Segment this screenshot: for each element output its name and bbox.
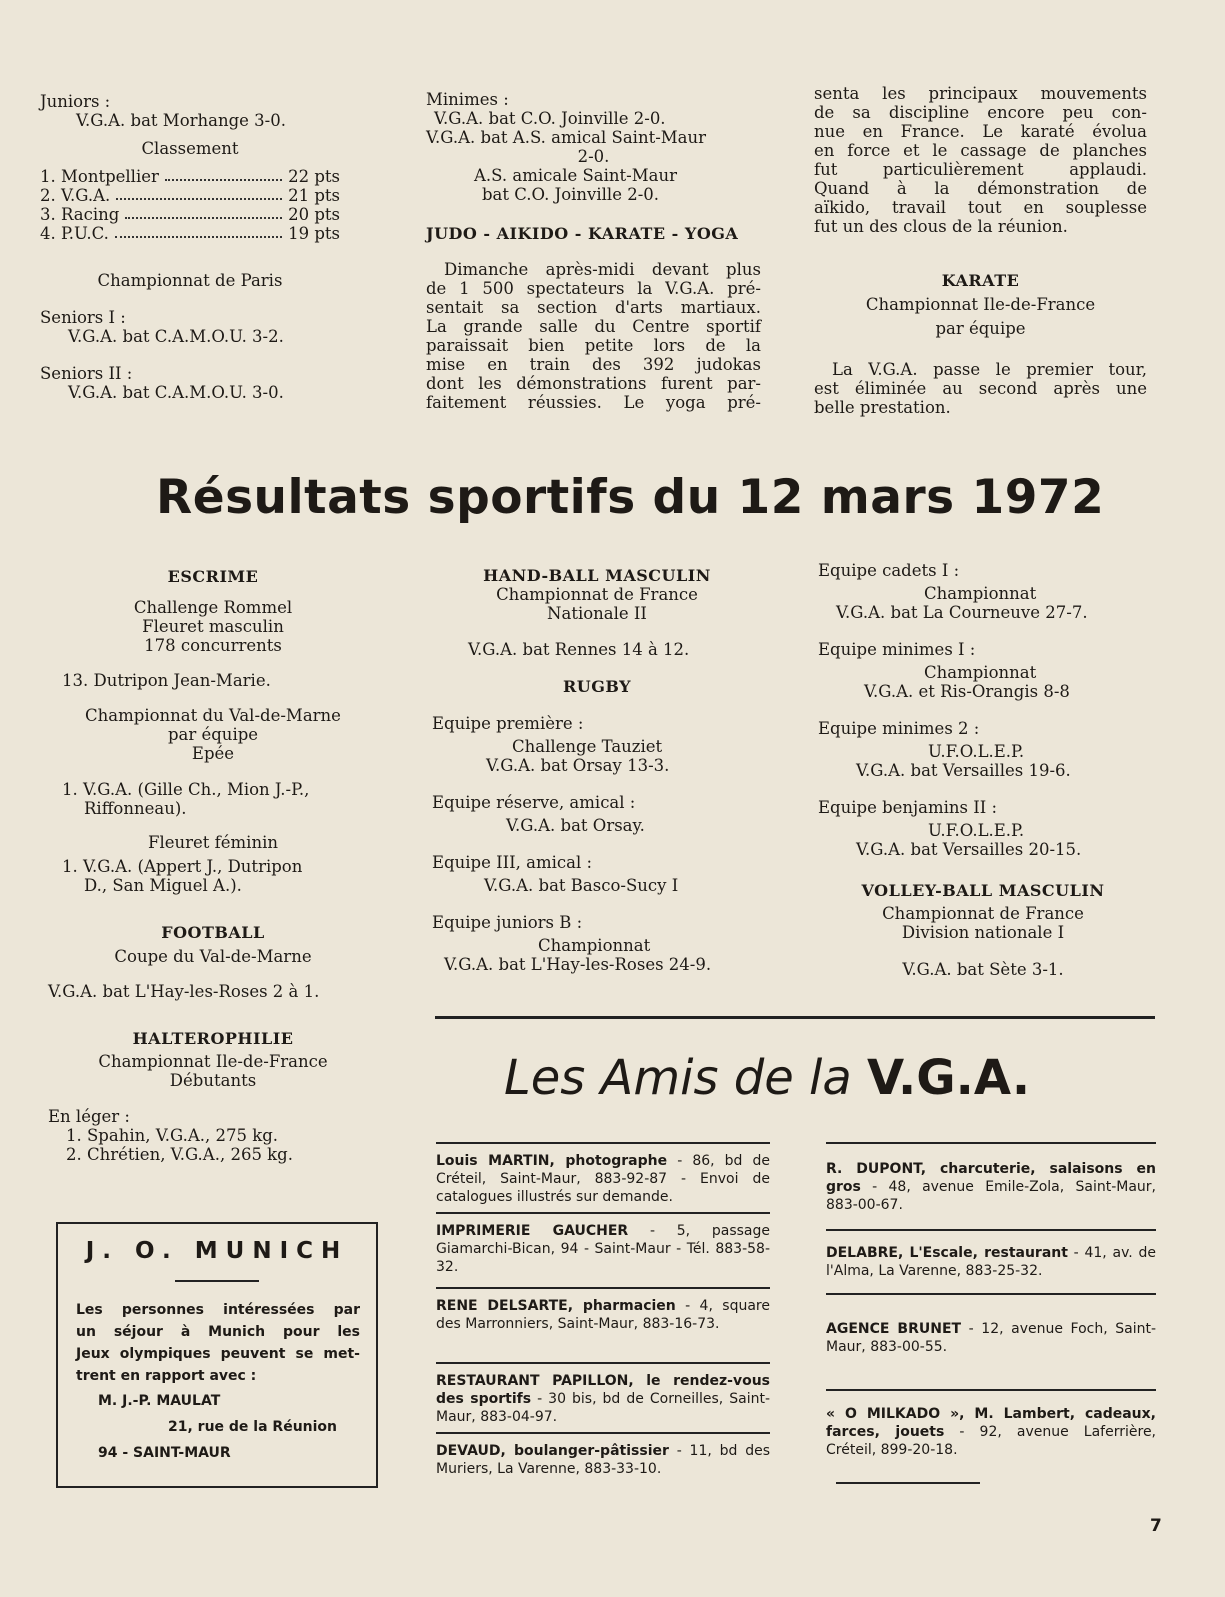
ff-result: 1. V.G.A. (Appert J., Dutripon (62, 857, 303, 876)
juniors-result: V.G.A. bat Morhange 3-0. (76, 111, 286, 130)
rugby-team-label: Equipe juniors B : (432, 913, 583, 932)
minimes-result: V.G.A. bat A.S. amical Saint-Maur (426, 128, 707, 147)
rugby-team-result: V.G.A. bat Basco-Sucy I (484, 876, 679, 895)
team-result: V.G.A. bat La Courneuve 27-7. (836, 603, 1088, 622)
classement-row: 2. V.G.A. 21 pts (40, 186, 340, 205)
main-title: Résultats sportifs du 12 mars 1972 (156, 470, 1105, 525)
munich-contact-city: 94 - SAINT-MAUR (98, 1445, 231, 1461)
halterophilie-sub: Championnat Ile-de-France (98, 1052, 328, 1071)
rugby-team-sub: Championnat (538, 936, 651, 955)
top-middle-column (426, 90, 761, 412)
top-left-column (40, 92, 340, 402)
amis-top-rule (435, 1016, 1155, 1019)
escrime-challenge: Fleuret masculin (142, 617, 284, 636)
volley-result: V.G.A. bat Sète 3-1. (902, 960, 1064, 979)
rugby-team-sub: Challenge Tauziet (512, 737, 663, 756)
ad-rule (436, 1287, 770, 1289)
fleuret-feminin: Fleuret féminin (148, 833, 278, 852)
judo-paragraph: Dimanche après-midi devant plus de 1 500 spectateurs la V.G.A. pré- sentait sa section d'arts martiaux. La grande salle du Centre sportif paraissait bien petite lors de la mise en train des 392 judokas dont les démonstrations furent par- faitement réussies. Le yoga pré- (426, 260, 761, 412)
karate-paragraph: La V.G.A. passe le premier tour, est éliminée au second après une belle prestation. (814, 360, 1147, 417)
juniors-label: Juniors : (40, 92, 111, 111)
judo-title: JUDO - AIKIDO - KARATE - YOGA (426, 224, 739, 243)
minimes-result: A.S. amicale Saint-Maur (474, 166, 677, 185)
ad-rule (826, 1389, 1156, 1391)
ad-rene-delsarte: RENE DELSARTE, pharmacien - 4, square des Marronniers, Saint-Maur, 883-16-73. (436, 1298, 770, 1332)
classement-table (40, 167, 340, 243)
ff-result: D., San Miguel A.). (84, 876, 242, 895)
team-label: Equipe benjamins II : (818, 798, 998, 817)
munich-divider (175, 1280, 259, 1282)
martial-arts-paragraph: senta les principaux mouvements de sa discipline encore peu con- nue en France. Le karaté évolua en force et le cassage de planches fut particulièrement applaudi. Quand à la démonstration de aïkido, travail tout en souplesse fut un des clous de la réunion. (814, 84, 1147, 236)
team-sub: U.F.O.L.E.P. (928, 742, 1025, 761)
ad-restaurant-papillon: RESTAURANT PAPILLON, le rendez-vous des sportifs - 30 bis, bd de Corneilles, Saint-Maur, 883-04-97. (436, 1373, 771, 1425)
ad-o-milkado: « O MILKADO », M. Lambert, cadeaux, farces, jouets - 92, avenue Laferrière, Créteil, 899-20-18. (826, 1406, 1157, 1458)
leger-result: 1. Spahin, V.G.A., 275 kg. (66, 1126, 279, 1145)
classement-row: 1. Montpellier 22 pts (40, 167, 340, 186)
paris-title: Championnat de Paris (97, 271, 283, 290)
escrime-title: ESCRIME (167, 567, 259, 586)
minimes-label: Minimes : (426, 90, 509, 109)
ad-rule (826, 1229, 1156, 1231)
ad-rule (436, 1212, 770, 1214)
rugby-team-label: Equipe première : (432, 714, 584, 733)
ad-rule (436, 1362, 770, 1364)
escrime-challenge: Challenge Rommel (133, 598, 293, 617)
valdemarne: par équipe (167, 725, 259, 744)
epee-result: Riffonneau). (84, 799, 187, 818)
ad-louis-martin: Louis MARTIN, photographe - 86, bd de Créteil, Saint-Maur, 883-92-87 - Envoi de catalogues illustrés sur demande. (436, 1153, 771, 1205)
halterophilie-title: HALTEROPHILIE (132, 1029, 294, 1048)
ad-rule (826, 1293, 1156, 1295)
valdemarne: Championnat du Val-de-Marne (85, 706, 341, 725)
rugby-team-result: V.G.A. bat Orsay 13-3. (486, 756, 670, 775)
epee-result: 1. V.G.A. (Gille Ch., Mion J.-P., (62, 780, 310, 799)
ad-delabre: DELABRE, L'Escale, restaurant - 41, av. de l'Alma, La Varenne, 883-25-32. (826, 1245, 1156, 1279)
rugby-team-label: Equipe III, amical : (432, 853, 593, 872)
bottom-middle-column (432, 566, 762, 974)
classement-title: Classement (141, 139, 239, 158)
football-sub: Coupe du Val-de-Marne (114, 947, 312, 966)
munich-contact-street: 21, rue de la Réunion (168, 1419, 338, 1435)
amis-title: Les Amis de la V.G.A. (504, 1050, 1031, 1106)
escrime-challenge: 178 concurrents (144, 636, 282, 655)
handball-sub: Championnat de France (496, 585, 698, 604)
page-number: 7 (1150, 1516, 1162, 1536)
halterophilie-sub: Débutants (169, 1071, 257, 1090)
ad-r-dupont: R. DUPONT, charcuterie, salaisons en gros - 48, avenue Emile-Zola, Saint-Maur, 883-00-67. (826, 1161, 1156, 1213)
volley-title: VOLLEY-BALL MASCULIN (861, 881, 1105, 900)
volley-sub: Division nationale I (901, 923, 1065, 942)
ad-rule (836, 1482, 980, 1484)
minimes-result: 2-0. (577, 147, 610, 166)
classement-row: 3. Racing 20 pts (40, 205, 340, 224)
munich-title: J. O. MUNICH (85, 1238, 349, 1264)
classement-row: 4. P.U.C. 19 pts (40, 224, 340, 243)
volley-sub: Championnat de France (882, 904, 1084, 923)
team-label: Equipe minimes I : (818, 640, 976, 659)
rugby-title: RUGBY (562, 677, 632, 696)
football-title: FOOTBALL (161, 923, 265, 942)
team-result: V.G.A. bat Versailles 20-15. (856, 840, 1082, 859)
handball-result: V.G.A. bat Rennes 14 à 12. (468, 640, 690, 659)
seniors1-label: Seniors I : (40, 308, 126, 327)
karate-sub: par équipe (935, 319, 1026, 338)
leger-result: 2. Chrétien, V.G.A., 265 kg. (66, 1145, 293, 1164)
ad-imprimerie-gaucher: IMPRIMERIE GAUCHER - 5, passage Giamarchi-Bican, 94 - Saint-Maur - Tél. 883-58-32. (436, 1223, 770, 1275)
karate-title: KARATE (941, 271, 1020, 290)
minimes-result: V.G.A. bat C.O. Joinville 2-0. (434, 109, 666, 128)
team-sub: U.F.O.L.E.P. (928, 821, 1025, 840)
munich-contact-name: M. J.-P. MAULAT (98, 1393, 221, 1409)
rugby-team-result: V.G.A. bat Orsay. (506, 816, 645, 835)
team-result: V.G.A. bat Versailles 19-6. (856, 761, 1071, 780)
team-sub: Championnat (924, 663, 1037, 682)
handball-title: HAND-BALL MASCULIN (483, 566, 711, 585)
seniors2-label: Seniors II : (40, 364, 133, 383)
team-sub: Championnat (924, 584, 1037, 603)
munich-text: Les personnes intéressées par un séjour à Munich pour les Jeux olympiques peuvent se met- trent en rapport avec : M. J.-P. MAULAT 21, rue de la Réunion 94 - SAINT-MAUR (76, 1299, 360, 1464)
bottom-right-column (818, 561, 1148, 979)
seniors1-result: V.G.A. bat C.A.M.O.U. 3-2. (68, 327, 284, 346)
football-result: V.G.A. bat L'Hay-les-Roses 2 à 1. (48, 982, 320, 1001)
bottom-left-column (48, 567, 378, 1164)
munich-box (56, 1222, 378, 1488)
minimes-result: bat C.O. Joinville 2-0. (482, 185, 660, 204)
ad-rule (826, 1142, 1156, 1144)
ad-rule (436, 1432, 770, 1434)
handball-sub: Nationale II (547, 604, 647, 623)
team-label: Equipe cadets I : (818, 561, 960, 580)
seniors2-result: V.G.A. bat C.A.M.O.U. 3-0. (68, 383, 284, 402)
rugby-team-result: V.G.A. bat L'Hay-les-Roses 24-9. (444, 955, 712, 974)
ad-rule (436, 1142, 770, 1144)
rugby-team-label: Equipe réserve, amical : (432, 793, 636, 812)
team-result: V.G.A. et Ris-Orangis 8-8 (864, 682, 1070, 701)
valdemarne: Epée (191, 744, 235, 763)
leger-label: En léger : (48, 1107, 130, 1126)
escrime-rank: 13. Dutripon Jean-Marie. (62, 671, 271, 690)
karate-sub: Championnat Ile-de-France (865, 295, 1096, 314)
top-right-column (814, 84, 1147, 417)
team-label: Equipe minimes 2 : (818, 719, 980, 738)
ad-agence-brunet: AGENCE BRUNET - 12, avenue Foch, Saint-Maur, 883-00-55. (826, 1321, 1156, 1355)
ad-devaud: DEVAUD, boulanger-pâtissier - 11, bd des Muriers, La Varenne, 883-33-10. (436, 1443, 771, 1477)
